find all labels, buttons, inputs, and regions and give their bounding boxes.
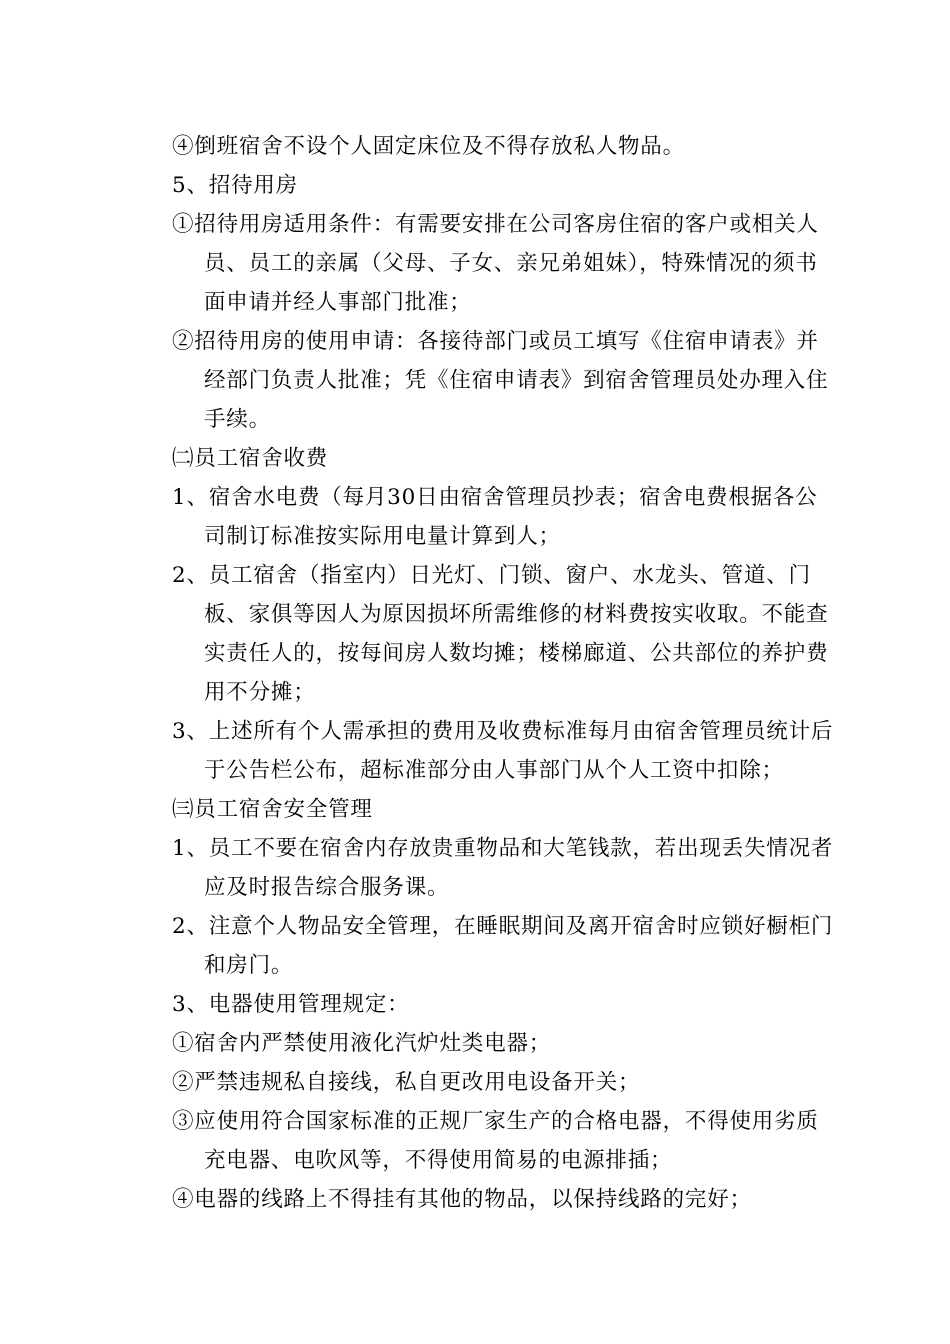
- section-heading-dorm-fees: ㈡员工宿舍收费: [172, 446, 329, 471]
- paragraph-electrical-rule-1: ①宿舍内严禁使用液化汽炉灶类电器；: [172, 1031, 552, 1056]
- paragraph-electrical-rule-4: ④电器的线路上不得挂有其他的物品，以保持线路的完好；: [172, 1187, 752, 1212]
- paragraph-electrical-rule-3: ③应使用符合国家标准的正规厂家生产的合格电器，不得使用劣质充电器、电吹风等，不得使用简易的电源排插；: [172, 1109, 819, 1173]
- section-heading-guest-rooms: 5、招待用房: [172, 173, 298, 198]
- paragraph-safety-valuables: 1、员工不要在宿舍内存放贵重物品和大笔钱款，若出现丢失情况者应及时报告综合服务课。: [172, 836, 834, 900]
- paragraph-safety-personal-items: 2、注意个人物品安全管理，在睡眠期间及离开宿舍时应锁好橱柜门和房门。: [172, 914, 834, 978]
- paragraph-fee-utilities: 1、宿舍水电费（每月30日由宿舍管理员抄表；宿舍电费根据各公司制订标准按实际用电量计算到人；: [172, 485, 818, 549]
- paragraph-fee-repairs: 2、员工宿舍（指室内）日光灯、门锁、窗户、水龙头、管道、门板、家俱等因人为原因损坏所需维修的材料费按实收取。不能查实责任人的，按每间房人数均摊；楼梯廊道、公共部位的养护费用不分摊；: [172, 563, 829, 705]
- paragraph-guest-room-conditions: ①招待用房适用条件：有需要安排在公司客房住宿的客户或相关人员、员工的亲属（父母、子女、亲兄弟姐妹），特殊情况的须书面申请并经人事部门批准；: [172, 212, 819, 315]
- paragraph-fee-announcement: 3、上述所有个人需承担的费用及收费标准每月由宿舍管理员统计后于公告栏公布，超标准部分由人事部门从个人工资中扣除；: [172, 719, 834, 783]
- paragraph-rule-4-shift-dorm: ④倒班宿舍不设个人固定床位及不得存放私人物品。: [172, 134, 685, 159]
- section-heading-dorm-safety: ㈢员工宿舍安全管理: [172, 797, 373, 822]
- document-body: [172, 127, 838, 1219]
- paragraph-guest-room-application: ②招待用房的使用申请：各接待部门或员工填写《住宿申请表》并经部门负责人批准；凭《住宿申请表》到宿舍管理员处办理入住手续。: [172, 329, 829, 432]
- paragraph-electrical-rule-2: ②严禁违规私自接线，私自更改用电设备开关；: [172, 1070, 641, 1095]
- section-heading-electrical-rules: 3、电器使用管理规定：: [172, 992, 410, 1017]
